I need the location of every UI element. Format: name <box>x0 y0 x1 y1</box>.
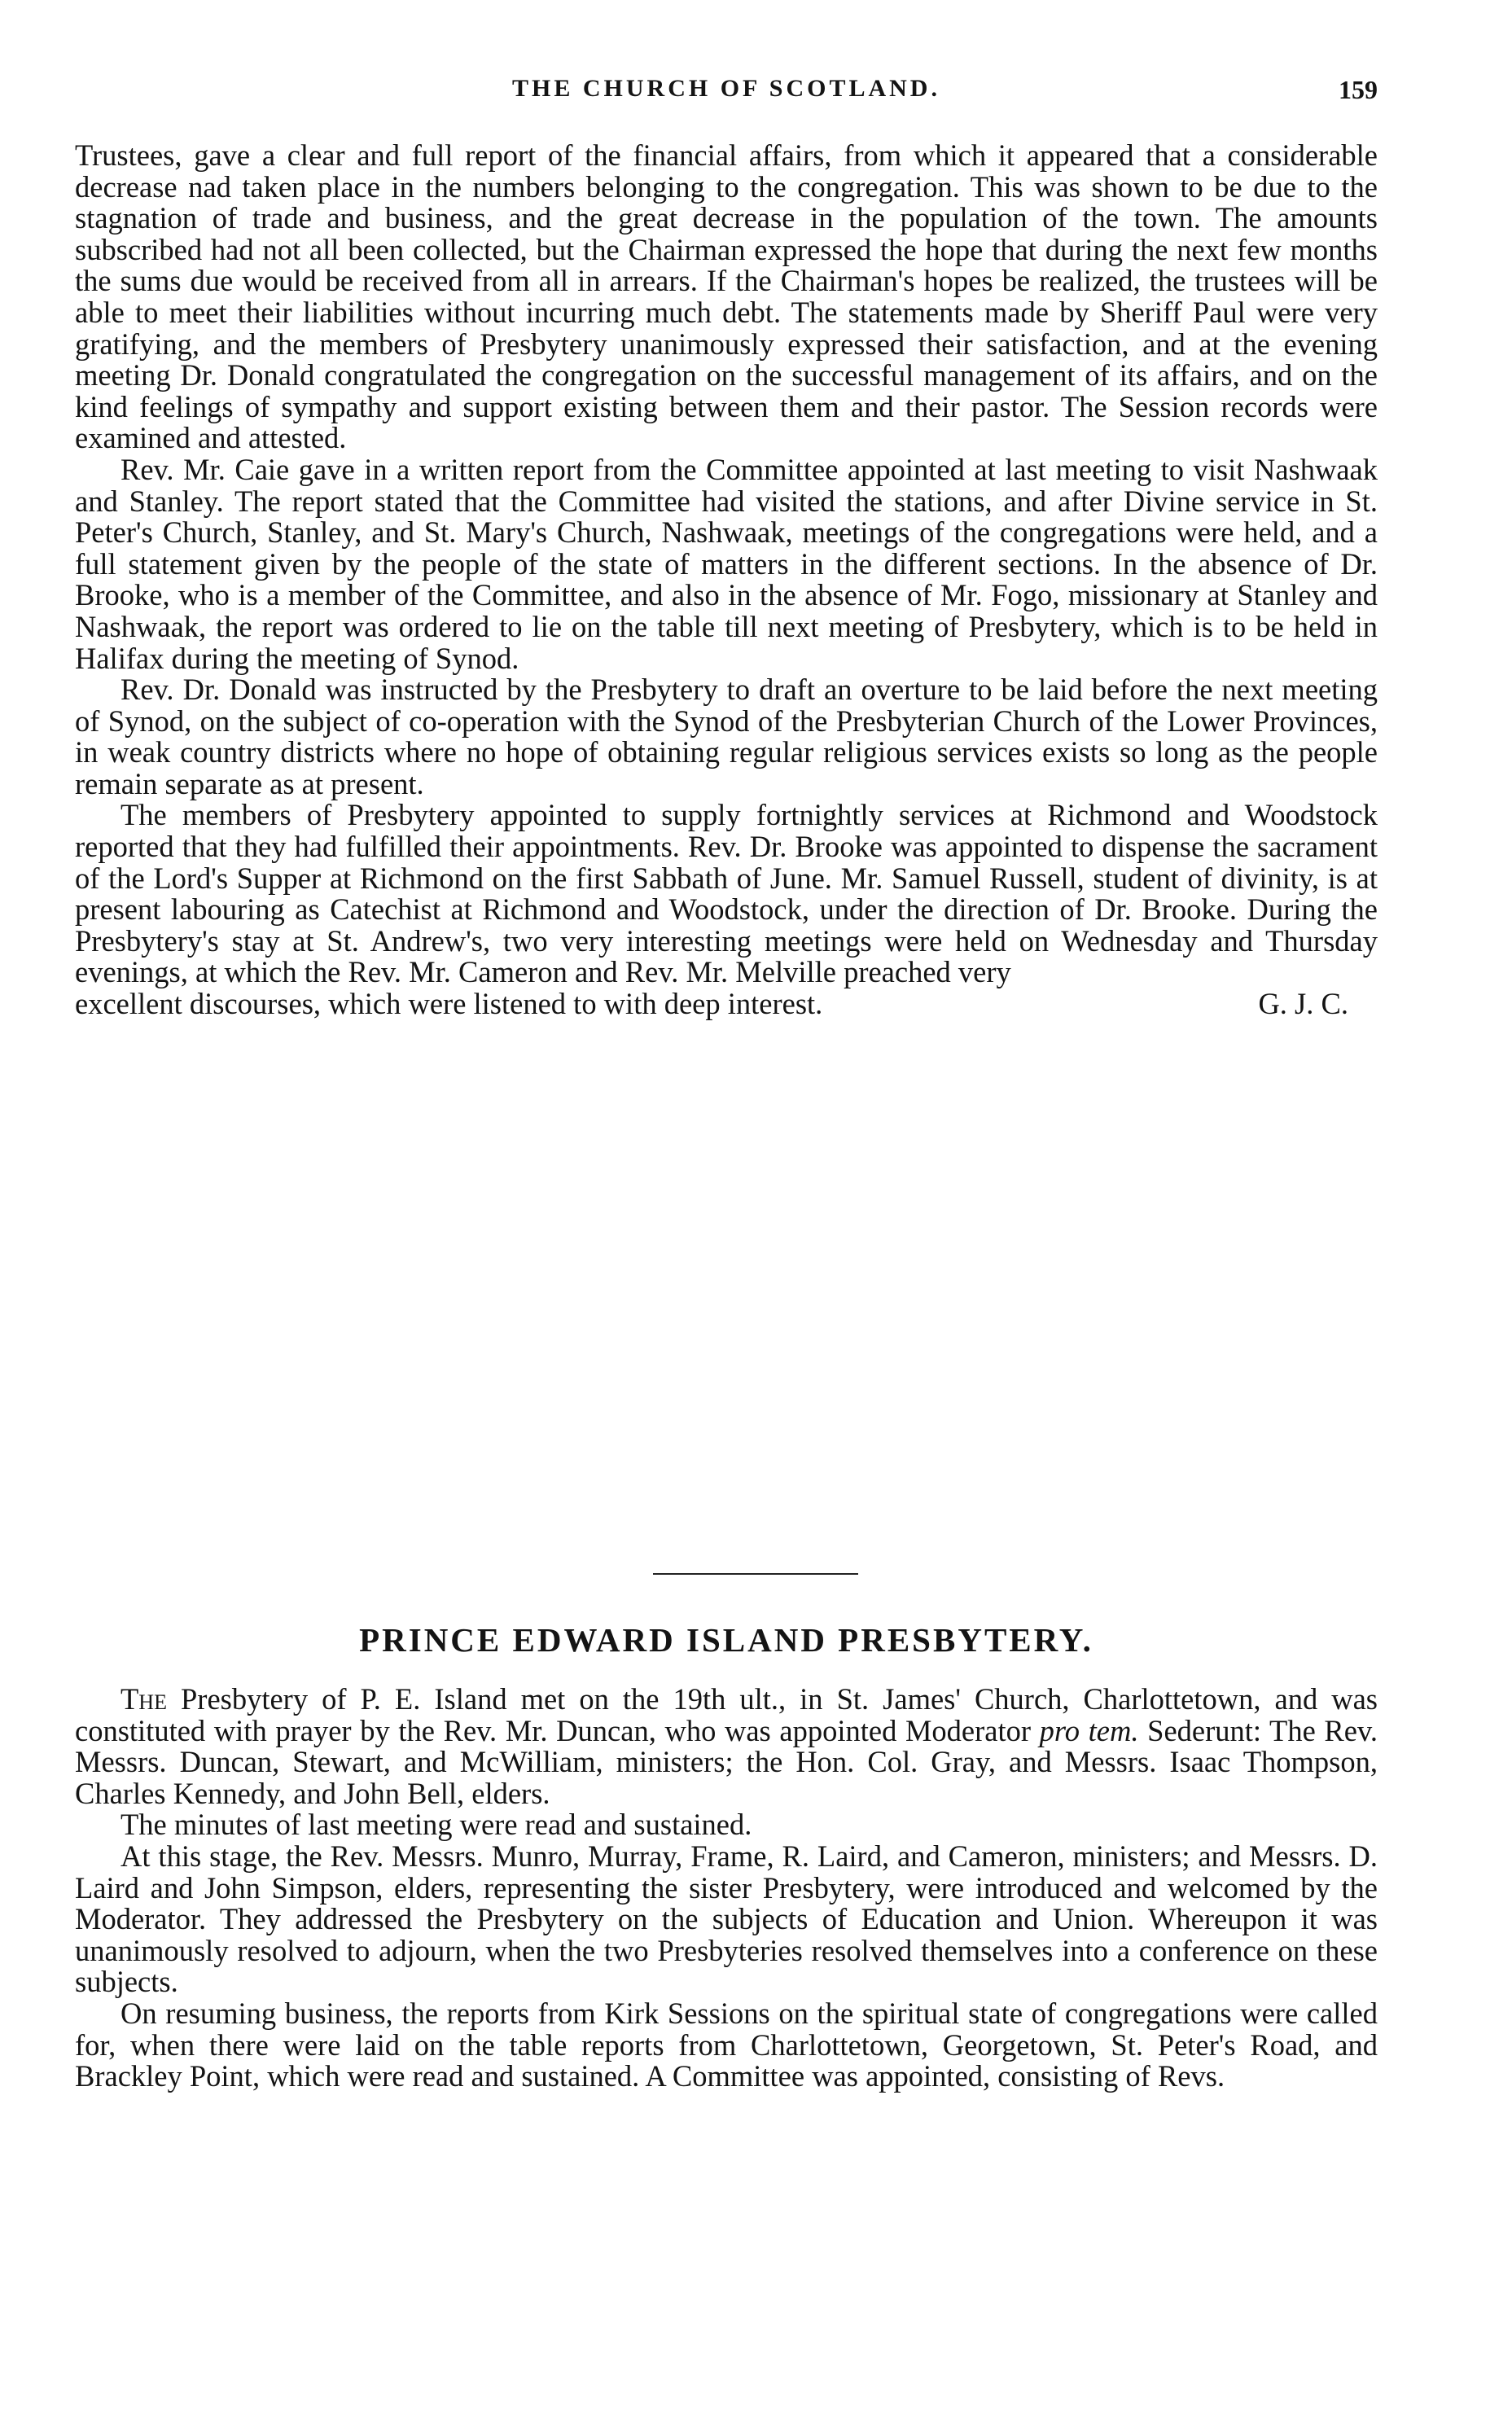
running-title: THE CHURCH OF SCOTLAND. <box>512 75 940 102</box>
lead-word: The <box>121 1682 167 1716</box>
closing-text: excellent discourses, which were listened to with deep interest. <box>75 987 823 1021</box>
paragraph-text: Presbytery of P. E. Island met on the 19th ult., in St. James' Church, Charlottetown, and was constituted with prayer by the Rev. Mr. Duncan, who was appointed Moderator <box>75 1682 1378 1747</box>
closing-line <box>75 988 1378 1020</box>
paragraph-sister-presbytery: At this stage, the Rev. Messrs. Munro, Murray, Frame, R. Laird, and Cameron, ministers; and Messrs. D. Laird and John Simpson, elders, representing the sister Presbytery, were introduced and welcomed by the Moderator. They addressed the Presbytery on the subjects of Education and Union. Whereupon it was unanimously resolved to adjourn, when the two Presbyteries resolved themselves into a conference on these subjects. <box>75 1839 1378 1999</box>
paragraph-overture: Rev. Dr. Donald was instructed by the Presbytery to draft an overture to be laid before the next meeting of Synod, on the subject of co-operation with the Synod of the Presbyterian Church of the Lower Provinces, in weak country districts where no hope of obtaining regular religious services exists so long as the people remain separate as at present. <box>75 673 1378 800</box>
paragraph-trustees-report: Trustees, gave a clear and full report of the financial affairs, from which it appeared that a considerable decrease nad taken place in the numbers belonging to the congregation. This was shown to be due to the stagnation of trade and business, and the great decrease in the population of the town. The amounts subscribed had not all been collected, but the Chairman expressed the hope that during the next few months the sums due would be received from all in arrears. If the Chairman's hopes be realized, the trustees will be able to meet their liabilities without incurring much debt. The statements made by Sheriff Paul were very gratifying, and the members of Presbytery unanimously expressed their satisfaction, and at the evening meeting Dr. Donald congratulated the congregation on the successful management of its affairs, and on the kind feelings of sympathy and support existing between them and their pastor. The Session records were examined and attested. <box>75 138 1378 455</box>
paragraph-richmond-woodstock: The members of Presbytery appointed to supply fortnightly services at Richmond and Woodstock reported that they had fulfilled their appointments. Rev. Dr. Brooke was appointed to dispense the sacrament of the Lord's Supper at Richmond on the first Sabbath of June. Mr. Samuel Russell, student of divinity, is at present labouring as Catechist at Richmond and Woodstock, under the direction of Dr. Brooke. During the Presbytery's stay at St. Andrew's, two very interesting meetings were held on Wednesday and Thursday evenings, at which the Rev. Mr. Cameron and Rev. Mr. Melville preached very <box>75 798 1378 989</box>
lower-text-block <box>75 1684 1378 2093</box>
section-heading: PRINCE EDWARD ISLAND PRESBYTERY. <box>359 1621 1093 1659</box>
italic-phrase: pro tem. <box>1039 1713 1139 1747</box>
upper-text-block <box>75 140 1378 1020</box>
paragraph-presbytery-met <box>75 1684 1378 1809</box>
running-head <box>75 75 1378 116</box>
section-divider <box>653 1573 858 1575</box>
paragraph-committee-report: Rev. Mr. Caie gave in a written report from the Committee appointed at last meeting to visit Nashwaak and Stanley. The report stated that the Committee had visited the stations, and after Divine service in St. Peter's Church, Stanley, and St. Mary's Church, Nashwaak, meetings of the congregations were held, and a full statement given by the people of the state of matters in the different sections. In the absence of Dr. Brooke, who is a member of the Committee, and also in the absence of Mr. Fogo, missionary at Stanley and Nashwaak, the report was ordered to lie on the table till next meeting of Presbytery, which is to be held in Halifax during the meeting of Synod. <box>75 452 1378 675</box>
page-number: 159 <box>1339 75 1378 104</box>
paragraph-minutes: The minutes of last meeting were read and sustained. <box>121 1808 752 1842</box>
paragraph-kirk-sessions: On resuming business, the reports from Kirk Sessions on the spiritual state of congregations were called for, when there were laid on the table reports from Charlottetown, Georgetown, St. Peter's Road, and Brackley Point, which were read and sustained. A Committee was appointed, consisting of Revs. <box>75 1996 1378 2093</box>
paragraph-text: Sederunt: The Rev. Messrs. Duncan, Stewart, and McWilliam, ministers; the Hon. Col. Gray, and Messrs. Isaac Thompson, Charles Kennedy, and John Bell, elders. <box>75 1713 1378 1810</box>
author-signature: G. J. C. <box>1258 987 1348 1021</box>
